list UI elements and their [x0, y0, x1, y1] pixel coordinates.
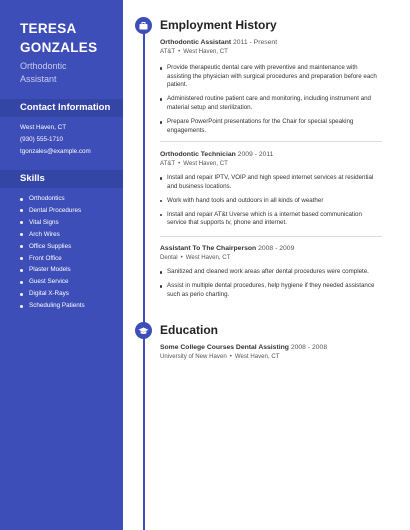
- job-entry-bullets: [160, 64, 382, 135]
- job-entry-location: West Haven, CT: [185, 254, 231, 261]
- education-entry-dates: 2008 - 2008: [290, 344, 328, 351]
- employment-heading: Employment History: [160, 18, 277, 32]
- timeline-line: [143, 26, 145, 530]
- skill-item: Office Supplies: [20, 241, 85, 253]
- skill-item: Orthodontics: [20, 193, 85, 205]
- job-entry-1: Orthodontic Assistant 2011 - Present AT&T • West Haven, CT Provide therapeutic dental care with preventive and maintenance with assisting the physician with surgical procedures and preparation before each patient. Administered routine patient care and monitoring, including instrument and material setup and sterilization. Prepare PowerPoint presentations for the Chair for special speaking engagements.: [160, 38, 382, 141]
- bullet-item: Sanitized and cleaned work areas after dental procedures were complete.: [160, 268, 382, 277]
- last-name: GONZALES: [20, 40, 98, 55]
- skills-heading-band: [0, 170, 123, 188]
- skill-item: Front Office: [20, 253, 85, 265]
- graduation-cap-icon: [135, 322, 152, 339]
- job-title-line-2: Assistant: [20, 73, 57, 84]
- job-title: [20, 60, 67, 85]
- job-entry-dates: 2009 - 2011: [237, 151, 274, 158]
- skills-heading: Skills: [20, 173, 45, 184]
- education-heading: Education: [160, 323, 219, 337]
- job-entry-title: Orthodontic Technician: [160, 151, 236, 158]
- education-entry: Some College Courses Dental Assisting 2008 - 2008 University of New Haven • West Haven, CT: [160, 344, 328, 360]
- bullet-item: Install and repair AT&t Uverse which is a internet based communication service that supports tv, phone and internet.: [160, 211, 382, 228]
- briefcase-icon: [135, 17, 152, 34]
- job-entry-location: West Haven, CT: [183, 48, 228, 55]
- job-entry-3: Assistant To The Chairperson 2008 - 2009 Dental • West Haven, CT Sanitized and cleaned work areas after dental procedures were complete. Assist in multiple dental procedures, help hygiene if they needed assistance such as perio charting.: [160, 244, 382, 305]
- job-entry-company: AT&T: [160, 160, 176, 167]
- job-entry-2: Orthodontic Technician 2009 - 2011 AT&T • West Haven, CT Install and repair IPTV, VOIP and high speed internet services at residential and business locations. Work with hand tools and outdoors in all kinds of weather Install and repair AT&t Uverse which is a internet based communication service that supports tv, phone and internet.: [160, 150, 382, 233]
- section-divider: [160, 141, 382, 142]
- job-entry-dates: 2008 - 2009: [258, 245, 295, 252]
- skill-item: Digital X-Rays: [20, 288, 85, 300]
- skill-item: Arch Wires: [20, 229, 85, 241]
- job-entry-location: West Haven, CT: [183, 160, 228, 167]
- contact-email[interactable]: tgonzales@example.com: [20, 148, 91, 155]
- sidebar: [0, 0, 123, 530]
- bullet-item: Provide therapeutic dental care with preventive and maintenance with assisting the physician with surgical procedures and preparation before each patient.: [160, 64, 382, 90]
- job-entry-bullets: [160, 268, 382, 299]
- skills-list: [20, 193, 85, 312]
- job-entry-title: Assistant To The Chairperson: [160, 245, 257, 252]
- job-entry-bullets: [160, 174, 382, 228]
- skill-item: Plaster Models: [20, 264, 85, 276]
- skill-item: Dental Procedures: [20, 205, 85, 217]
- candidate-name: [20, 19, 97, 57]
- bullet-item: Assist in multiple dental procedures, help hygiene if they needed assistance such as perio charting.: [160, 282, 382, 299]
- contact-heading: Contact Information: [20, 102, 111, 113]
- job-entry-title: Orthodontic Assistant: [160, 39, 232, 46]
- job-entry-company: Dental: [160, 254, 178, 261]
- education-entry-location: West Haven, CT: [234, 353, 280, 360]
- job-entry-dates: 2011 - Present: [233, 39, 278, 46]
- job-title-line-1: Orthodontic: [20, 61, 67, 71]
- bullet-item: Work with hand tools and outdoors in all kinds of weather: [160, 197, 382, 206]
- education-entry-title: Some College Courses Dental Assisting: [160, 344, 289, 351]
- section-divider: [160, 236, 382, 237]
- contact-location: West Haven, CT: [20, 124, 67, 131]
- education-entry-school: University of New Haven: [160, 353, 227, 360]
- first-name: TERESA: [20, 21, 77, 36]
- bullet-item: Prepare PowerPoint presentations for the Chair for special speaking engagements.: [160, 118, 382, 135]
- skill-item: Scheduling Patients: [20, 300, 85, 312]
- job-entry-company: AT&T: [160, 48, 176, 55]
- bullet-item: Install and repair IPTV, VOIP and high speed internet services at residential and business locations.: [160, 174, 382, 191]
- bullet-item: Administered routine patient care and monitoring, including instrument and material setup and sterilization.: [160, 95, 382, 112]
- contact-phone: (930) 555-1710: [20, 136, 64, 143]
- skill-item: Guest Service: [20, 276, 85, 288]
- skill-item: Vital Signs: [20, 217, 85, 229]
